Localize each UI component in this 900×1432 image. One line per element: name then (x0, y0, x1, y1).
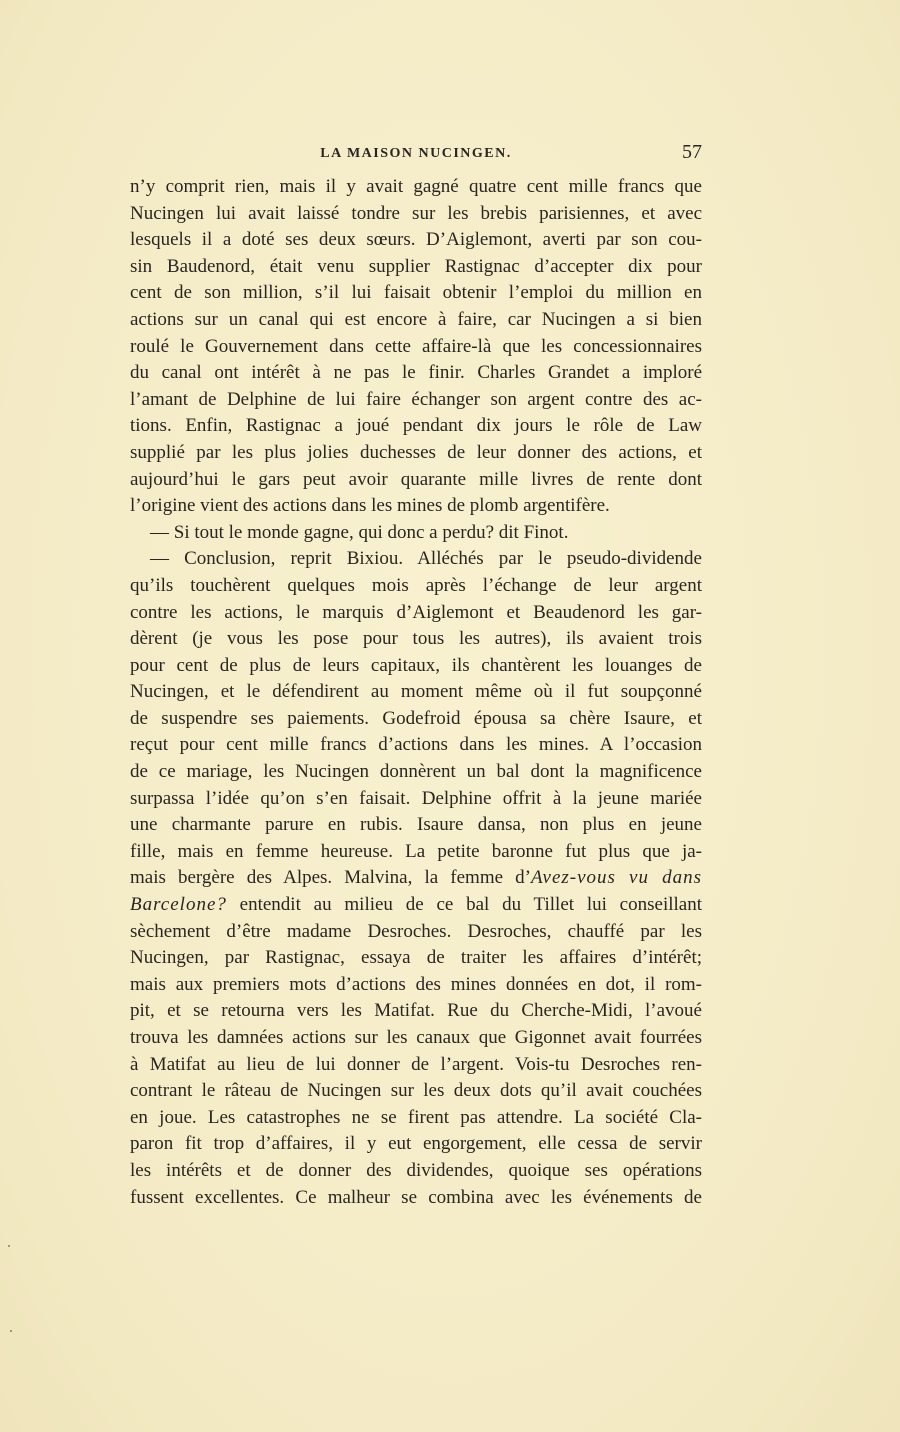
text-line (130, 440, 702, 467)
text-segment: Nucingen lui avait laissé tondre sur les brebis parisiennes, et avec (130, 202, 702, 224)
text-segment: fille, mais en femme heureuse. La petite baronne fut plus que ja- (130, 840, 702, 862)
page-header (130, 141, 702, 165)
text-line (130, 467, 702, 494)
text-segment: une charmante parure en rubis. Isaure dansa, non plus en jeune (130, 814, 702, 836)
text-segment: de suspendre ses paiements. Godefroid épousa sa chère Isaure, et (130, 707, 702, 729)
text-segment: pit, et se retourna vers les Matifat. Rue du Cherche-Midi, l’avoué (130, 1000, 702, 1022)
text-segment: qu’ils touchèrent quelques mois après l’échange de leur argent (130, 574, 702, 596)
running-title: LA MAISON NUCINGEN. (320, 146, 512, 161)
text-line (130, 227, 702, 254)
text-segment: les intérêts et de donner des dividendes, quoique ses opérations (130, 1159, 702, 1181)
text-segment: fussent excellentes. Ce malheur se combina avec les événements de (130, 1186, 702, 1208)
text-segment: dèrent (je vous les pose pour tous les autres), ils avaient trois (130, 628, 702, 650)
text-segment: — Si tout le monde gagne, qui donc a perdu? dit Finot. (150, 521, 569, 543)
text-segment: Nucingen, par Rastignac, essaya de traiter les affaires d’intérêt; (130, 947, 702, 969)
text-segment: contre les actions, le marquis d’Aiglemont et Beaudenord les gar- (130, 601, 702, 623)
text-segment: roulé le Gouvernement dans cette affaire-là que les concessionnaires (130, 335, 702, 357)
scan-speck (10, 1330, 12, 1332)
text-segment: lesquels il a doté ses deux sœurs. D’Aiglemont, averti par son cou- (130, 229, 702, 251)
italic-text: Avez-vous vu dans (530, 867, 702, 889)
text-line (130, 945, 702, 972)
text-segment: cent de son million, s’il lui faisait obtenir l’emploi du million en (130, 282, 702, 304)
text-segment: de ce mariage, les Nucingen donnèrent un bal dont la magnificence (130, 761, 702, 783)
text-line (130, 919, 702, 946)
text-segment: sèchement d’être madame Desroches. Desroches, chauffé par les (130, 920, 702, 942)
text-line (130, 812, 702, 839)
text-line (130, 387, 702, 414)
text-segment: en joue. Les catastrophes ne se firent pas attendre. La société Cla- (130, 1106, 702, 1128)
text-line (130, 520, 702, 547)
text-segment: l’amant de Delphine de lui faire échanger son argent contre des ac- (130, 388, 702, 410)
text-line (130, 865, 702, 892)
text-line (130, 201, 702, 228)
text-line (130, 360, 702, 387)
text-segment: mais aux premiers mots d’actions des mines données en dot, il rom- (130, 973, 702, 995)
text-line (130, 600, 702, 627)
text-segment: contrant le râteau de Nucingen sur les deux dots qu’il avait couchées (130, 1080, 702, 1102)
text-line (130, 307, 702, 334)
text-segment: aujourd’hui le gars peut avoir quarante mille livres de rente dont (130, 468, 702, 490)
text-line (130, 1131, 702, 1158)
text-line (130, 174, 702, 201)
text-segment: paron fit trop d’affaires, il y eut engorgement, elle cessa de servir (130, 1133, 702, 1155)
text-line (130, 254, 702, 281)
text-line (130, 334, 702, 361)
text-line (130, 573, 702, 600)
text-line (130, 1158, 702, 1185)
text-segment: mais bergère des Alpes. Malvina, la femme d’ (130, 867, 531, 889)
text-segment: surpassa l’idée qu’on s’en faisait. Delphine offrit à la jeune mariée (130, 787, 702, 809)
text-segment: — Conclusion, reprit Bixiou. Alléchés par le pseudo-dividende (150, 548, 702, 570)
text-line (130, 786, 702, 813)
italic-text: Barcelone? (130, 894, 227, 916)
text-segment: trouva les damnées actions sur les canaux que Gigonnet avait fourrées (130, 1027, 702, 1048)
text-line (130, 759, 702, 786)
text-line (130, 546, 702, 573)
text-line (130, 972, 702, 999)
text-segment: à Matifat au lieu de lui donner de l’argent. Vois-tu Desroches ren- (130, 1053, 702, 1075)
text-line (130, 732, 702, 759)
text-segment: pour cent de plus de leurs capitaux, ils chantèrent les louanges de (130, 654, 702, 676)
text-segment: supplié par les plus jolies duchesses de leur donner des actions, et (130, 441, 702, 463)
text-segment: sin Baudenord, était venu supplier Rastignac d’accepter dix pour (130, 255, 702, 277)
text-segment: Nucingen, et le défendirent au moment même où il fut soupçonné (130, 681, 702, 703)
page-number: 57 (682, 141, 702, 163)
text-segment: tions. Enfin, Rastignac a joué pendant dix jours le rôle de Law (130, 415, 702, 437)
text-line (130, 280, 702, 307)
scan-speck (8, 1245, 10, 1247)
text-line (130, 626, 702, 653)
text-line (130, 1025, 702, 1052)
body-text (130, 174, 702, 1211)
text-line (130, 493, 702, 520)
text-line (130, 413, 702, 440)
text-segment: n’y comprit rien, mais il y avait gagné quatre cent mille francs que (130, 176, 702, 197)
text-line (130, 1078, 702, 1105)
text-line (130, 1052, 702, 1079)
text-line (130, 998, 702, 1025)
text-line (130, 653, 702, 680)
text-line (130, 1185, 702, 1212)
text-line (130, 706, 702, 733)
text-line (130, 679, 702, 706)
text-line (130, 839, 702, 866)
text-line (130, 892, 702, 919)
text-segment: l’origine vient des actions dans les mines de plomb argentifère. (130, 495, 610, 517)
text-line (130, 1105, 702, 1132)
text-segment: du canal ont intérêt à ne pas le finir. Charles Grandet a imploré (130, 362, 702, 384)
text-segment: entendit au milieu de ce bal du Tillet lui conseillant (226, 894, 702, 916)
text-segment: actions sur un canal qui est encore à faire, car Nucingen a si bien (130, 308, 702, 330)
text-segment: reçut pour cent mille francs d’actions dans les mines. A l’occasion (130, 734, 702, 756)
